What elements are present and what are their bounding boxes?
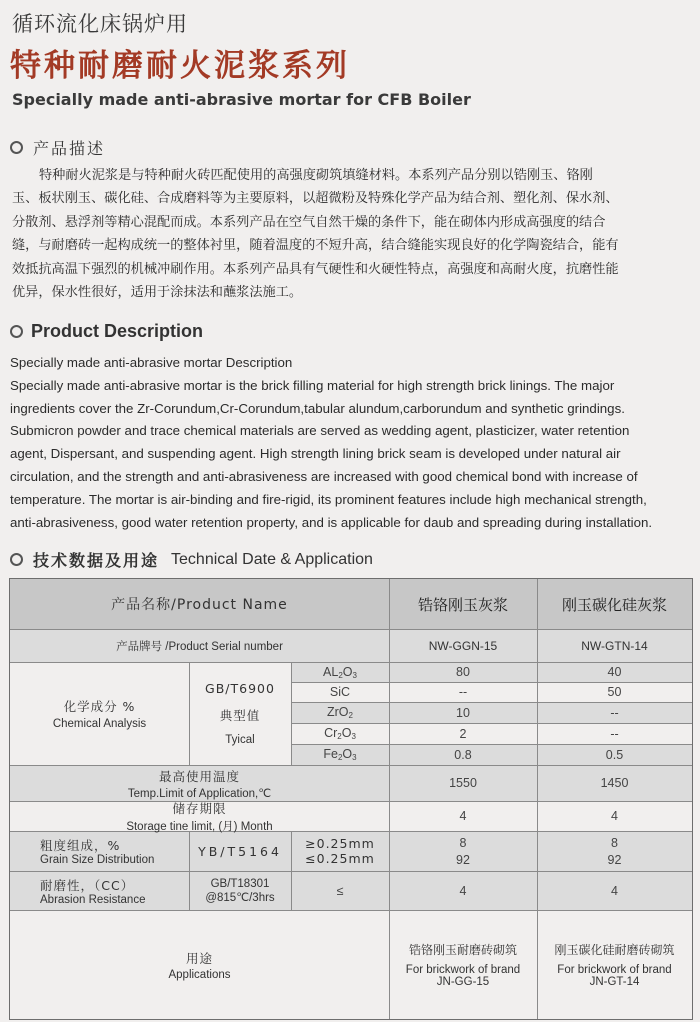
abrasion-condition: @815℃/3hrs xyxy=(205,891,275,904)
application-1 xyxy=(389,910,537,1019)
section-heading-text-cn: 技术数据及用途 xyxy=(33,551,160,570)
grain-condition-coarse: ≥0.25mm xyxy=(305,836,375,851)
fe2o3-value-1: 0.8 xyxy=(454,747,472,762)
cn-line: 优异，保水性很好，适用于涂抹法和蘸浆法施工。 xyxy=(12,285,303,301)
abrasion-label xyxy=(10,871,189,910)
application-cn: 锆铬刚玉耐磨砖砌筑 xyxy=(408,943,517,957)
applications-label xyxy=(10,910,389,1019)
chem-typical-en: Tyical xyxy=(225,734,255,746)
temp-label xyxy=(10,765,389,801)
sic-value-2: 50 xyxy=(607,685,622,699)
section-heading-cn-desc xyxy=(10,136,105,159)
cn-line: 效抵抗高温下强烈的机械冲刷作用。本系列产品具有气硬性和火硬性特点，高强度和高耐火度，抗磨性能 xyxy=(12,261,619,277)
grain-label xyxy=(10,831,189,871)
cn-line: 分散剂、悬浮剂等精心混配而成。本系列产品在空气自然干燥的条件下，能在砌体内形成高强度的结合 xyxy=(12,214,606,230)
zro2-value-1: 10 xyxy=(456,705,470,720)
product-name-2: 刚玉碳化硅灰浆 xyxy=(561,595,667,614)
chem-standard-code: GB/T6900 xyxy=(205,681,275,696)
grain-value: 8 xyxy=(459,835,467,850)
temp-value-2: 1450 xyxy=(600,776,629,790)
storage-value-2: 4 xyxy=(611,809,618,823)
cn-line: 玉、板状刚玉、碳化硅、合成磨料等为主要原料，以超微粉及特殊化学产品为结合剂、塑化剂、保水剂、 xyxy=(12,191,619,207)
component-cr2o3: $Cr_2O_3$ xyxy=(324,726,356,741)
chem-label-cn: 化学成分 % xyxy=(63,699,136,714)
en-description-paragraph xyxy=(10,352,694,534)
chem-label xyxy=(10,662,189,765)
section-heading-en-desc xyxy=(10,321,203,342)
grain-value: 8 xyxy=(611,835,618,850)
serial-label: 产品牌号 /Product Serial number xyxy=(116,640,283,653)
al2o3-value-1: 80 xyxy=(456,665,470,679)
bullet-ring-icon xyxy=(10,325,23,338)
component-al2o3: $AL_2O_3$ xyxy=(323,664,357,680)
temp-label-cn: 最高使用温度 xyxy=(158,768,240,784)
storage-label-en: Storage tine limit, (月) Month xyxy=(126,820,273,833)
tech-data-table xyxy=(9,578,693,1020)
applications-label-en: Applications xyxy=(168,968,231,981)
cr2o3-value-1: 2 xyxy=(459,726,467,741)
serial-value-1: NW-GGN-15 xyxy=(428,638,498,653)
storage-label xyxy=(10,801,389,831)
section-heading-tech xyxy=(10,548,373,571)
section-heading-text-en: Technical Date & Application xyxy=(171,550,373,568)
cr2o3-value-2: -- xyxy=(610,726,619,741)
grain-value: 92 xyxy=(456,852,470,867)
grain-values-1 xyxy=(389,831,537,871)
temp-label-en: Temp.Limit of Application,℃ xyxy=(127,787,272,800)
en-line: circulation, and the strength and anti-abrasiveness are increased with good chemical bond with increase of xyxy=(10,468,638,484)
en-line: ingredients cover the Zr-Corundum,Cr-Corundum,tabular alundum,carborundum and synthetic grindings. xyxy=(10,400,625,416)
grain-value: 92 xyxy=(607,852,622,867)
grain-standard: YB/T5164 xyxy=(198,843,282,859)
grain-label-cn: 粗度组成，% xyxy=(40,838,121,853)
fe2o3-value-2: 0.5 xyxy=(605,747,624,762)
abrasion-symbol: ≤ xyxy=(336,883,344,898)
application-cn: 刚玉碳化硅耐磨砖砌筑 xyxy=(554,943,675,957)
page-title: 特种耐磨耐火泥浆系列 xyxy=(10,48,350,84)
bullet-ring-icon xyxy=(10,553,23,566)
component-zro2: ZrO$_2$ xyxy=(327,705,353,720)
grain-label-en: Grain Size Distribution xyxy=(40,854,155,866)
application-2 xyxy=(537,910,692,1019)
cn-line: 缝，与耐磨砖一起构成统一的整体衬里，随着温度的不短升高，结合缝能实现良好的化学陶瓷结合，能有 xyxy=(12,238,619,254)
temp-value-1: 1550 xyxy=(449,776,477,790)
applications-label-cn: 用途 xyxy=(185,950,213,966)
en-line: Specially made anti-abrasive mortar is the brick filling material for high strength brick linings. The major xyxy=(10,377,615,393)
storage-value-1: 4 xyxy=(459,809,467,823)
component-sic: SiC xyxy=(329,685,351,699)
abrasion-standard-code: GB/T18301 xyxy=(210,877,270,890)
cn-description-paragraph xyxy=(12,164,692,304)
abrasion-value-1: 4 xyxy=(459,883,467,898)
cn-line: 特种耐火泥浆是与特种耐火砖匹配使用的高强度砌筑填缝材料。本系列产品分别以锆刚玉、铬刚 xyxy=(39,168,593,183)
section-heading-text: Product Description xyxy=(31,321,204,341)
en-line: temperature. The mortar is air-binding and fire-rigid, its prominent features include high mechanical strength, xyxy=(10,491,647,507)
serial-value-2: NW-GTN-14 xyxy=(581,638,648,653)
en-line: Specially made anti-abrasive mortar Description xyxy=(10,355,293,370)
abrasion-value-2: 4 xyxy=(611,883,618,898)
component-fe2o3: $Fe_2O_3$ xyxy=(323,747,357,762)
application-brand: JN-GG-15 xyxy=(436,976,490,988)
en-line: Submicron powder and trace chemical materials are served as wedding agent, plasticizer, water retention xyxy=(10,423,630,439)
application-brand: JN-GT-14 xyxy=(589,976,640,988)
abrasion-label-en: Abrasion Resistance xyxy=(40,893,146,906)
zro2-value-2: -- xyxy=(610,705,619,720)
bullet-ring-icon xyxy=(10,141,23,154)
product-name-header: 产品名称/Product Name xyxy=(111,597,288,613)
al2o3-value-2: 40 xyxy=(607,665,622,679)
sic-value-1: -- xyxy=(458,685,468,699)
grain-values-2 xyxy=(537,831,692,871)
chem-typical-cn: 典型值 xyxy=(219,708,261,723)
abrasion-standard xyxy=(189,871,291,910)
section-heading-text: 产品描述 xyxy=(33,139,106,158)
storage-label-cn: 储存期限 xyxy=(172,800,227,816)
grain-conditions xyxy=(291,831,389,871)
en-line: anti-abrasiveness, good water retention property, and is applicable for daub and spreading during installation. xyxy=(10,514,653,530)
grain-condition-fine: ≤0.25mm xyxy=(305,851,375,866)
page-title-en: Specially made anti-abrasive mortar for CFB Boiler xyxy=(12,90,471,109)
chem-standard xyxy=(189,662,291,765)
application-en: For brickwork of brand xyxy=(405,964,521,976)
application-en: For brickwork of brand xyxy=(557,964,672,976)
en-line: agent, Dispersant, and suspending agent. High strength lining brick seam is developed under natural air xyxy=(10,446,621,462)
abrasion-label-cn: 耐磨性，（CC） xyxy=(40,877,135,893)
product-name-1: 锆铬刚玉灰浆 xyxy=(417,595,508,614)
chem-label-en: Chemical Analysis xyxy=(52,718,147,730)
category-title: 循环流化床锅炉用 xyxy=(12,12,188,36)
